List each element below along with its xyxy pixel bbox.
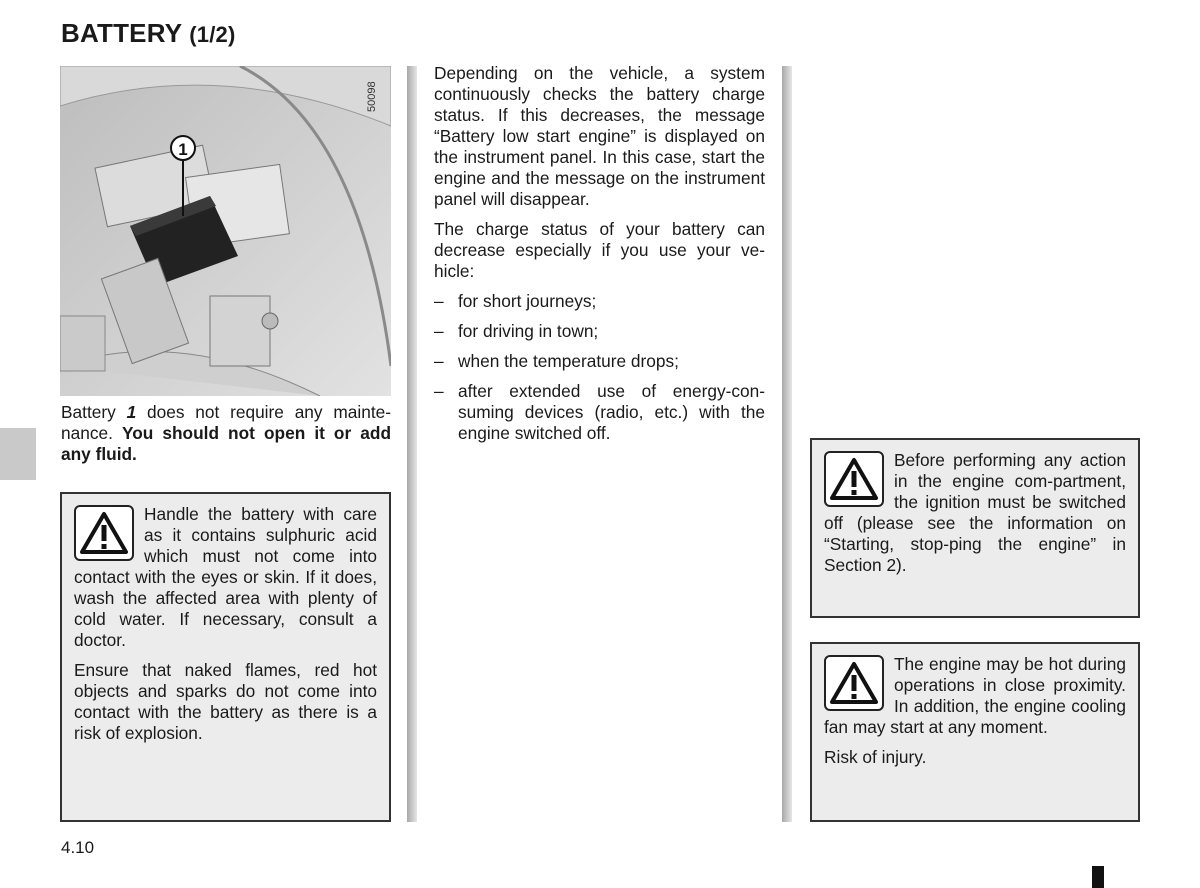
page-title-text: BATTERY (61, 18, 182, 48)
warning-triangle-icon (824, 451, 884, 507)
column-divider-right (782, 66, 792, 822)
list-item: – for short journeys; (434, 291, 597, 311)
warning-triangle-icon (74, 505, 134, 561)
list-item: – when the temperature drops; (434, 351, 679, 371)
warning-triangle-icon (824, 655, 884, 711)
list-item: – for driving in town; (434, 321, 599, 341)
charge-paragraph-1: Depending on the vehicle, a system continuously checks the battery charge status. If this decreases, the message “Battery low start engine” is displayed on the instrument panel. In this case, start the engine and the message on the instrument panel will disappear. (434, 63, 765, 209)
column-divider-left (407, 66, 417, 822)
warning-battery-text-2: Ensure that naked flames, red hot objects and sparks do not come into contact with the battery as there is a risk of explosion. (74, 660, 377, 743)
page-title (61, 18, 236, 49)
warning-box-battery (60, 492, 391, 822)
warning-box-ignition (810, 438, 1140, 618)
caption-bold: You should not open it or add any fluid. (61, 423, 391, 464)
warning-hot-engine-text-2: Risk of injury. (824, 747, 927, 767)
battery-charge-text (434, 63, 765, 453)
page-number: 4.10 (61, 838, 95, 857)
section-tab (0, 428, 36, 480)
warning-box-hot-engine (810, 642, 1140, 822)
engine-bay-illustration (60, 66, 391, 396)
caption-text-2: does not require any mainte-nance. (61, 402, 391, 443)
warning-battery-text-1: Handle the battery with care as it contains sulphuric acid which must not come into contact with the eyes or skin. If it does, wash the affected area with plenty of cold water. If necessary, consult a doctor. (74, 504, 377, 650)
warning-hot-engine-text-1: The engine may be hot during operations in close proximity. In addition, the engine cooling fan may start at any moment. (824, 654, 1126, 737)
caption-ref: 1 (126, 402, 137, 422)
figure-callout-1: 1 (178, 140, 188, 159)
list-item: – after extended use of energy-con-suming devices (radio, etc.) with the engine switched off. (434, 381, 765, 443)
usage-list (434, 291, 765, 444)
caption-text-1: Battery (61, 402, 127, 422)
figure-code: 50098 (366, 81, 378, 112)
battery-caption (61, 402, 391, 465)
page-title-part: (1/2) (189, 22, 236, 47)
warning-ignition-text: Before performing any action in the engine com-partment, the ignition must be switched off (please see the information on “Starting, stop-ping the engine” in Section 2). (824, 450, 1126, 575)
page-corner-mark (1092, 866, 1104, 888)
charge-paragraph-2: The charge status of your battery can decrease especially if you use your ve-hicle: (434, 219, 765, 281)
